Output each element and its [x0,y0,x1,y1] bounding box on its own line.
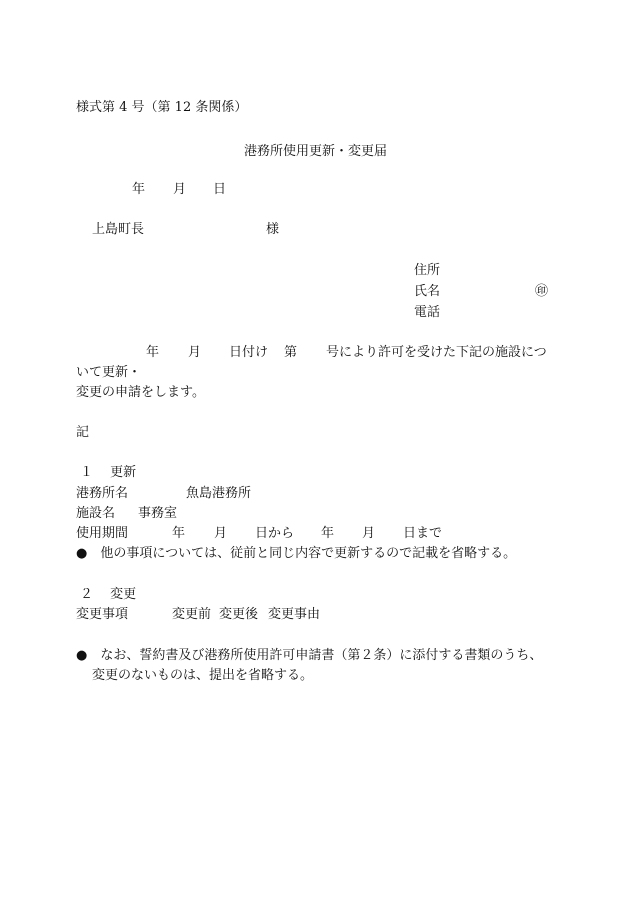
section1-heading: １ 更新 [80,465,137,480]
port-name-value: 魚島港務所 [186,486,252,501]
intro-number-prefix: 第 [284,345,298,360]
footer-note-line1: ● なお、誓約書及び港務所使用許可申請書（第２条）に添付する書類のうち、 [76,648,543,663]
port-name-label: 港務所名 [76,486,129,501]
intro-text-line1: 号により許可を受けた下記の施設につ [326,345,547,360]
section1-note: ● 他の事項については、従前と同じ内容で更新するので記載を省略する。 [76,546,517,561]
period-year1-label: 年 [172,526,186,541]
change-reason-label: 変更事由 [268,607,321,622]
change-item-label: 変更事項 [76,607,129,622]
date-year-label: 年 [132,182,146,197]
period-year2-label: 年 [321,526,335,541]
seal-mark: ㊞ [535,284,549,299]
facility-name-value: 事務室 [138,506,178,521]
facility-name-label: 施設名 [76,506,116,521]
date-day-label: 日 [213,182,227,197]
period-until-label: 日まで [403,526,443,541]
applicant-address-label: 住所 [414,263,441,278]
period-from-label: 日から [255,526,295,541]
applicant-phone-label: 電話 [414,305,441,320]
document-title: 港務所使用更新・変更届 [244,144,388,159]
date-month-label: 月 [173,182,187,197]
form-number: 様式第 4 号（第 12 条関係） [76,100,248,115]
intro-year-label: 年 [146,345,160,360]
intro-month-label: 月 [188,345,202,360]
intro-text-line2: いて更新・ [76,365,142,380]
period-month2-label: 月 [362,526,376,541]
footer-note-line2: 変更のないものは、提出を省略する。 [92,668,314,683]
intro-text-line3: 変更の申請をします。 [76,385,205,400]
section2-heading: ２ 変更 [80,587,137,602]
change-after-label: 変更後 [219,607,259,622]
intro-dated-label: 日付け [229,345,269,360]
change-before-label: 変更前 [172,607,212,622]
period-label: 使用期間 [76,526,129,541]
addressee-honorific: 様 [266,222,280,237]
period-month1-label: 月 [214,526,228,541]
addressee-name: 上島町長 [92,222,145,237]
applicant-name-label: 氏名 [414,284,441,299]
ki-heading: 記 [76,425,90,440]
